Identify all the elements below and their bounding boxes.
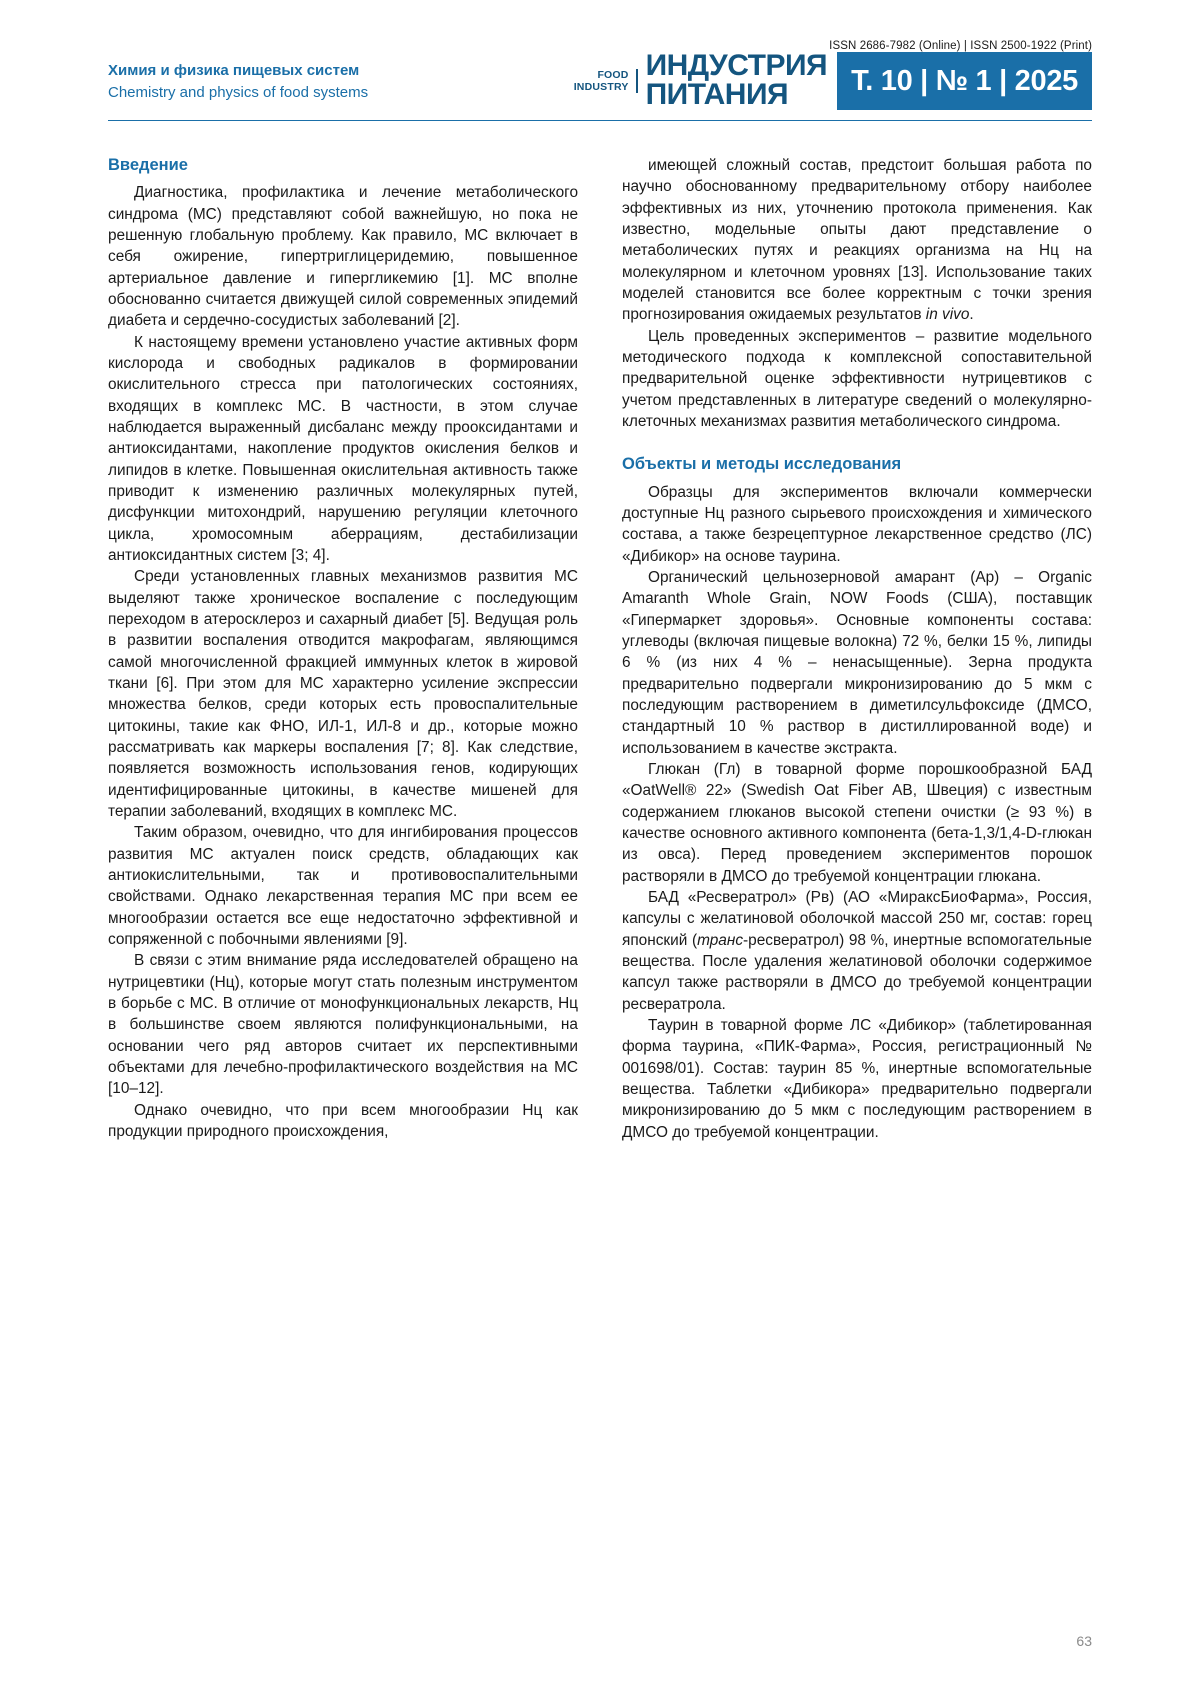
paragraph: К настоящему времени установлено участие активных форм кислорода и свободных радикалов в формировании окислительного стресса при патологических состояниях, входящих в комплекс МС. В частности, в этом случае наблюдается выраженный дисбаланс между прооксидантами и антиоксидантами, накопление продуктов окисления белков и липидов в клетке. Повышенная окислительная активность также приводит к изменению различных молекулярных путей, дисфункции митохондрий, нарушению регуляции клеточного цикла, хромосомным аберрациям, дестабилизации антиоксидантных систем [3; 4]. — [108, 333, 578, 565]
masthead-title-line2: ПИТАНИЯ — [645, 78, 789, 111]
paragraph: В связи с этим внимание ряда исследователей обращено на нутрицевтики (Нц), которые могут стать полезным инструментом в борьбе с МС. В отличие от монофункциональных лекарств, Нц в большинстве своем являются полифункциональными, на основании чего ряд авторов считает их перспективными объектами для лечебно-профилактического воздействия на МС [10–12]. — [108, 952, 578, 1098]
issn-line: ISSN 2686-7982 (Online) | ISSN 2500-1922 (Print) — [829, 40, 1092, 52]
section-title-introduction: Введение — [108, 156, 188, 174]
paragraph-text: БАД «Ресвератрол» (Рв) (АО «МираксБиоФарма», Россия, капсулы с желатиновой оболочкой массой 250 мг, состав: горец японский ( — [622, 888, 1092, 949]
paragraph: Таурин в товарной форме ЛС «Дибикор» (таблетированная форма таурина, «ПИК-Фарма», Россия, регистрационный № 001698/01). Состав: таурин 85 %, инертные вспомогательные вещества. Таблетки «Дибикора» предварительно подвергали микронизированию до 5 мкм с последующим растворением в ДМСО до требуемой концентрации. — [622, 1016, 1092, 1141]
paragraph: Таким образом, очевидно, что для ингибирования процессов развития МС актуален поиск средств, обладающих как антиокислительными, так и противовоспалительными свойствами. Однако лекарственная терапия МС при всем ее многообразии остается все еще недостаточно эффективной и сопряженной с побочными явлениями [9]. — [108, 824, 578, 948]
masthead-food-industry — [574, 69, 638, 93]
page-header — [0, 0, 1200, 118]
paragraph: Среди установленных главных механизмов развития МС выделяют также хроническое воспаление с последующим переходом в атеросклероз и сахарный диабет [5]. Ведущая роль в развитии воспаления отводится макрофагам, являющимся самой многочисленной фракцией иммунных клеток в жировой ткани [6]. При этом для МС характерно усиление экспрессии множества белков, среди которых есть провоспалительные цитокины, такие как ФНО, ИЛ-1, ИЛ-8 и др., которые можно рассматривать как маркеры воспаления [7; 8]. Как следствие, появляется возможность использования генов, кодирующих идентифицированные цитокины, в качестве мишеней для терапии заболеваний, входящих в комплекс МС. — [108, 568, 578, 820]
left-column — [108, 155, 578, 1143]
italic-term: транс — [697, 931, 744, 949]
paragraph-text: имеющей сложный состав, предстоит большая работа по научно обоснованному предварительному отбору наиболее эффективных из них, уточнению протокола применения. Как известно, модельные опыты дают представление о метаболических путях и реакциях организма на Нц на молекулярном и клеточном уровнях [13]. Использование таких моделей становится все более корректным с точки зрения прогнозирования ожидаемых результатов — [622, 157, 1092, 324]
italic-term: in vivo — [925, 306, 970, 324]
paragraph: Однако очевидно, что при всем многообразии Нц как продукции природного происхождения, — [108, 1101, 578, 1140]
article-body — [108, 155, 1092, 1143]
paragraph — [622, 155, 1092, 326]
volume-issue-badge: Т. 10 | № 1 | 2025 — [837, 52, 1092, 110]
journal-section-ru: Химия и физика пищевых систем — [108, 62, 360, 79]
page-number: 63 — [1076, 1633, 1092, 1649]
header-divider — [108, 120, 1092, 121]
masthead — [573, 49, 1092, 111]
journal-section-en: Chemistry and physics of food systems — [108, 83, 369, 101]
paragraph-tail: -ресвератрол) 98 %, инертные вспомогательные вещества. После удаления желатиновой оболочки содержимое капсул также растворяли в ДМСО до требуемой концентрации ресвератрола. — [622, 931, 1092, 1013]
masthead-food-line: FOOD — [597, 68, 629, 81]
paragraph-tail: . — [969, 306, 974, 324]
paragraph: Образцы для экспериментов включали коммерчески доступные Нц разного сырьевого происхождения и химического состава, а также безрецептурное лекарственное средство (ЛС) «Дибикор» на основе таурина. — [622, 483, 1092, 565]
paragraph: Органический цельнозерновой амарант (Ар) – Organic Amaranth Whole Grain, NOW Foods (США), поставщик «Гипермаркет здоровья». Основные компоненты состава: углеводы (включая пищевые волокна) 72 %, белки 15 %, липиды 6 % (из них 4 % – ненасыщенные). Зерна продукта предварительно подвергали микронизированию до 5 мкм с последующим растворением в диметилсульфоксиде (ДМСО, стандартный 10 % раствор в дистиллированной воде) и использованием в качестве экстракта. — [622, 569, 1092, 757]
masthead-industry-line: INDUSTRY — [573, 81, 629, 93]
paragraph: Диагностика, профилактика и лечение метаболического синдрома (МС) представляют собой важнейшую, но пока не решенную глобальную проблему. Как правило, МС включает в себя ожирение, гипертриглицеридемию, повышенное артериальное давление и гипергликемию [1]. МС вполне обоснованно считается движущей силой современных эпидемий диабета и сердечно-сосудистых заболеваний [2]. — [108, 184, 578, 330]
masthead-title-line1: ИНДУСТРИЯ — [645, 49, 828, 83]
paragraph — [622, 887, 1092, 1015]
journal-section — [108, 60, 368, 104]
paragraph: Глюкан (Гл) в товарной форме порошкообразной БАД «OatWell® 22» (Swedish Oat Fiber AB, Швеция) с известным содержанием глюканов высокой степени очистки (≥ 93 %) в качестве основного активного компонента (бета-1,3/1,4-D-глюкан из овса). Перед проведением экспериментов порошок растворяли в ДМСО до требуемой концентрации глюкана. — [622, 760, 1092, 885]
paragraph: Цель проведенных экспериментов – развитие модельного методического подхода к комплексной сопоставительной предварительной оценке эффективности нутрицевтиков с учетом представленных в литературе сведений о молекулярно-клеточных механизмах развития метаболического синдрома. — [622, 327, 1092, 430]
masthead-title — [573, 49, 837, 111]
section-title-objects-and-methods: Объекты и методы исследования — [622, 455, 902, 474]
masthead-big-title — [645, 49, 828, 111]
right-column — [622, 155, 1092, 1143]
